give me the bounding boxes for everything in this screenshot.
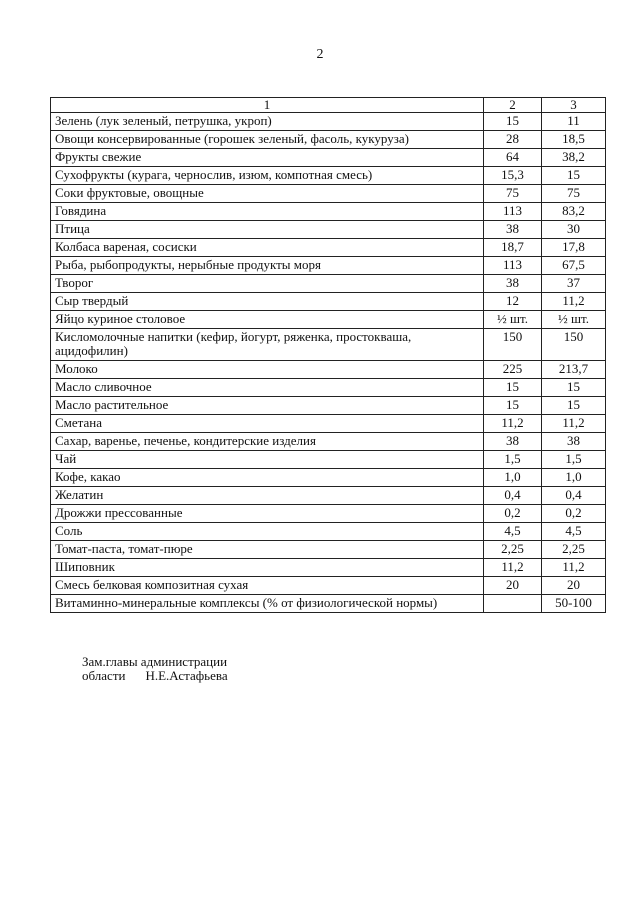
value-cell-col3: 4,5 bbox=[542, 523, 606, 541]
value-cell-col3: 15 bbox=[542, 379, 606, 397]
value-cell-col3: ½ шт. bbox=[542, 311, 606, 329]
product-name-cell: Сыр твердый bbox=[51, 293, 484, 311]
product-name-cell: Молоко bbox=[51, 361, 484, 379]
value-cell-col3: 83,2 bbox=[542, 203, 606, 221]
product-name-cell: Смесь белковая композитная сухая bbox=[51, 577, 484, 595]
value-cell-col3: 50-100 bbox=[542, 595, 606, 613]
product-name-cell: Сметана bbox=[51, 415, 484, 433]
product-name-cell: Рыба, рыбопродукты, нерыбные продукты моря bbox=[51, 257, 484, 275]
value-cell-col3: 15 bbox=[542, 167, 606, 185]
value-cell-col3: 11,2 bbox=[542, 559, 606, 577]
product-name-cell: Птица bbox=[51, 221, 484, 239]
value-cell-col2: 113 bbox=[484, 257, 542, 275]
table-row bbox=[51, 541, 606, 559]
product-name-cell: Говядина bbox=[51, 203, 484, 221]
value-cell-col2: 11,2 bbox=[484, 415, 542, 433]
table-header-row bbox=[51, 98, 606, 113]
page-number: 2 bbox=[316, 47, 324, 62]
value-cell-col2: 113 bbox=[484, 203, 542, 221]
value-cell-col2: 64 bbox=[484, 149, 542, 167]
table-row bbox=[51, 415, 606, 433]
product-name-cell: Масло сливочное bbox=[51, 379, 484, 397]
value-cell-col3: 38 bbox=[542, 433, 606, 451]
product-name-cell: Витаминно-минеральные комплексы (% от физиологической нормы) bbox=[51, 595, 484, 613]
table-row bbox=[51, 167, 606, 185]
value-cell-col2: 225 bbox=[484, 361, 542, 379]
value-cell-col2: 20 bbox=[484, 577, 542, 595]
table-row bbox=[51, 469, 606, 487]
column-header-1: 1 bbox=[51, 98, 484, 113]
table-row bbox=[51, 203, 606, 221]
value-cell-col3: 20 bbox=[542, 577, 606, 595]
value-cell-col2: 18,7 bbox=[484, 239, 542, 257]
value-cell-col3: 37 bbox=[542, 275, 606, 293]
product-name-cell: Соль bbox=[51, 523, 484, 541]
value-cell-col2: 4,5 bbox=[484, 523, 542, 541]
product-name-cell: Творог bbox=[51, 275, 484, 293]
value-cell-col2: ½ шт. bbox=[484, 311, 542, 329]
table-row bbox=[51, 595, 606, 613]
value-cell-col2: 0,2 bbox=[484, 505, 542, 523]
value-cell-col3: 75 bbox=[542, 185, 606, 203]
product-name-cell: Желатин bbox=[51, 487, 484, 505]
table-row bbox=[51, 293, 606, 311]
product-name-cell: Сахар, варенье, печенье, кондитерские изделия bbox=[51, 433, 484, 451]
table-row bbox=[51, 221, 606, 239]
table-row bbox=[51, 379, 606, 397]
value-cell-col3: 67,5 bbox=[542, 257, 606, 275]
value-cell-col3: 30 bbox=[542, 221, 606, 239]
signature-region: области bbox=[82, 668, 126, 683]
product-name-cell: Шиповник bbox=[51, 559, 484, 577]
table-row bbox=[51, 185, 606, 203]
table-row bbox=[51, 149, 606, 167]
value-cell-col3: 15 bbox=[542, 397, 606, 415]
value-cell-col3: 2,25 bbox=[542, 541, 606, 559]
table-body bbox=[51, 113, 606, 613]
table-row bbox=[51, 275, 606, 293]
value-cell-col2: 15,3 bbox=[484, 167, 542, 185]
value-cell-col3: 11 bbox=[542, 113, 606, 131]
value-cell-col2: 11,2 bbox=[484, 559, 542, 577]
table-row bbox=[51, 433, 606, 451]
product-name-cell: Кофе, какао bbox=[51, 469, 484, 487]
value-cell-col2: 0,4 bbox=[484, 487, 542, 505]
column-header-3: 3 bbox=[542, 98, 606, 113]
product-name-cell: Дрожжи прессованные bbox=[51, 505, 484, 523]
value-cell-col3: 38,2 bbox=[542, 149, 606, 167]
value-cell-col2: 38 bbox=[484, 433, 542, 451]
product-name-cell: Зелень (лук зеленый, петрушка, укроп) bbox=[51, 113, 484, 131]
table-row bbox=[51, 577, 606, 595]
table-row bbox=[51, 505, 606, 523]
product-name-cell: Соки фруктовые, овощные bbox=[51, 185, 484, 203]
value-cell-col2: 15 bbox=[484, 379, 542, 397]
value-cell-col2: 12 bbox=[484, 293, 542, 311]
product-name-cell: Яйцо куриное столовое bbox=[51, 311, 484, 329]
product-name-cell: Томат-паста, томат-пюре bbox=[51, 541, 484, 559]
food-norms-table bbox=[50, 97, 606, 613]
value-cell-col3: 11,2 bbox=[542, 415, 606, 433]
value-cell-col2: 1,0 bbox=[484, 469, 542, 487]
value-cell-col3: 18,5 bbox=[542, 131, 606, 149]
table-row bbox=[51, 239, 606, 257]
value-cell-col3: 0,2 bbox=[542, 505, 606, 523]
value-cell-col2: 28 bbox=[484, 131, 542, 149]
value-cell-col2: 2,25 bbox=[484, 541, 542, 559]
value-cell-col3: 0,4 bbox=[542, 487, 606, 505]
table-row bbox=[51, 257, 606, 275]
value-cell-col2: 38 bbox=[484, 221, 542, 239]
value-cell-col2: 15 bbox=[484, 397, 542, 415]
table-row bbox=[51, 487, 606, 505]
table-row bbox=[51, 329, 606, 361]
product-name-cell: Кисломолочные напитки (кефир, йогурт, ряженка, простокваша, ацидофилин) bbox=[51, 329, 484, 361]
signature-name: Н.Е.Астафьева bbox=[145, 668, 228, 683]
signature-block bbox=[82, 655, 228, 683]
product-name-cell: Колбаса вареная, сосиски bbox=[51, 239, 484, 257]
product-name-cell: Сухофрукты (курага, чернослив, изюм, компотная смесь) bbox=[51, 167, 484, 185]
value-cell-col2 bbox=[484, 595, 542, 613]
value-cell-col3: 1,5 bbox=[542, 451, 606, 469]
value-cell-col2: 75 bbox=[484, 185, 542, 203]
table-row bbox=[51, 361, 606, 379]
product-name-cell: Овощи консервированные (горошек зеленый, фасоль, кукуруза) bbox=[51, 131, 484, 149]
value-cell-col3: 1,0 bbox=[542, 469, 606, 487]
product-name-cell: Чай bbox=[51, 451, 484, 469]
value-cell-col3: 17,8 bbox=[542, 239, 606, 257]
product-name-cell: Масло растительное bbox=[51, 397, 484, 415]
value-cell-col2: 15 bbox=[484, 113, 542, 131]
value-cell-col3: 213,7 bbox=[542, 361, 606, 379]
table-row bbox=[51, 131, 606, 149]
value-cell-col2: 1,5 bbox=[484, 451, 542, 469]
table-row bbox=[51, 397, 606, 415]
table-row bbox=[51, 523, 606, 541]
signature-line bbox=[82, 669, 228, 683]
table-row bbox=[51, 311, 606, 329]
value-cell-col2: 150 bbox=[484, 329, 542, 361]
table-row bbox=[51, 451, 606, 469]
value-cell-col3: 150 bbox=[542, 329, 606, 361]
column-header-2: 2 bbox=[484, 98, 542, 113]
product-name-cell: Фрукты свежие bbox=[51, 149, 484, 167]
value-cell-col3: 11,2 bbox=[542, 293, 606, 311]
value-cell-col2: 38 bbox=[484, 275, 542, 293]
signature-position: Зам.главы администрации bbox=[82, 654, 228, 669]
table-row bbox=[51, 559, 606, 577]
table-row bbox=[51, 113, 606, 131]
